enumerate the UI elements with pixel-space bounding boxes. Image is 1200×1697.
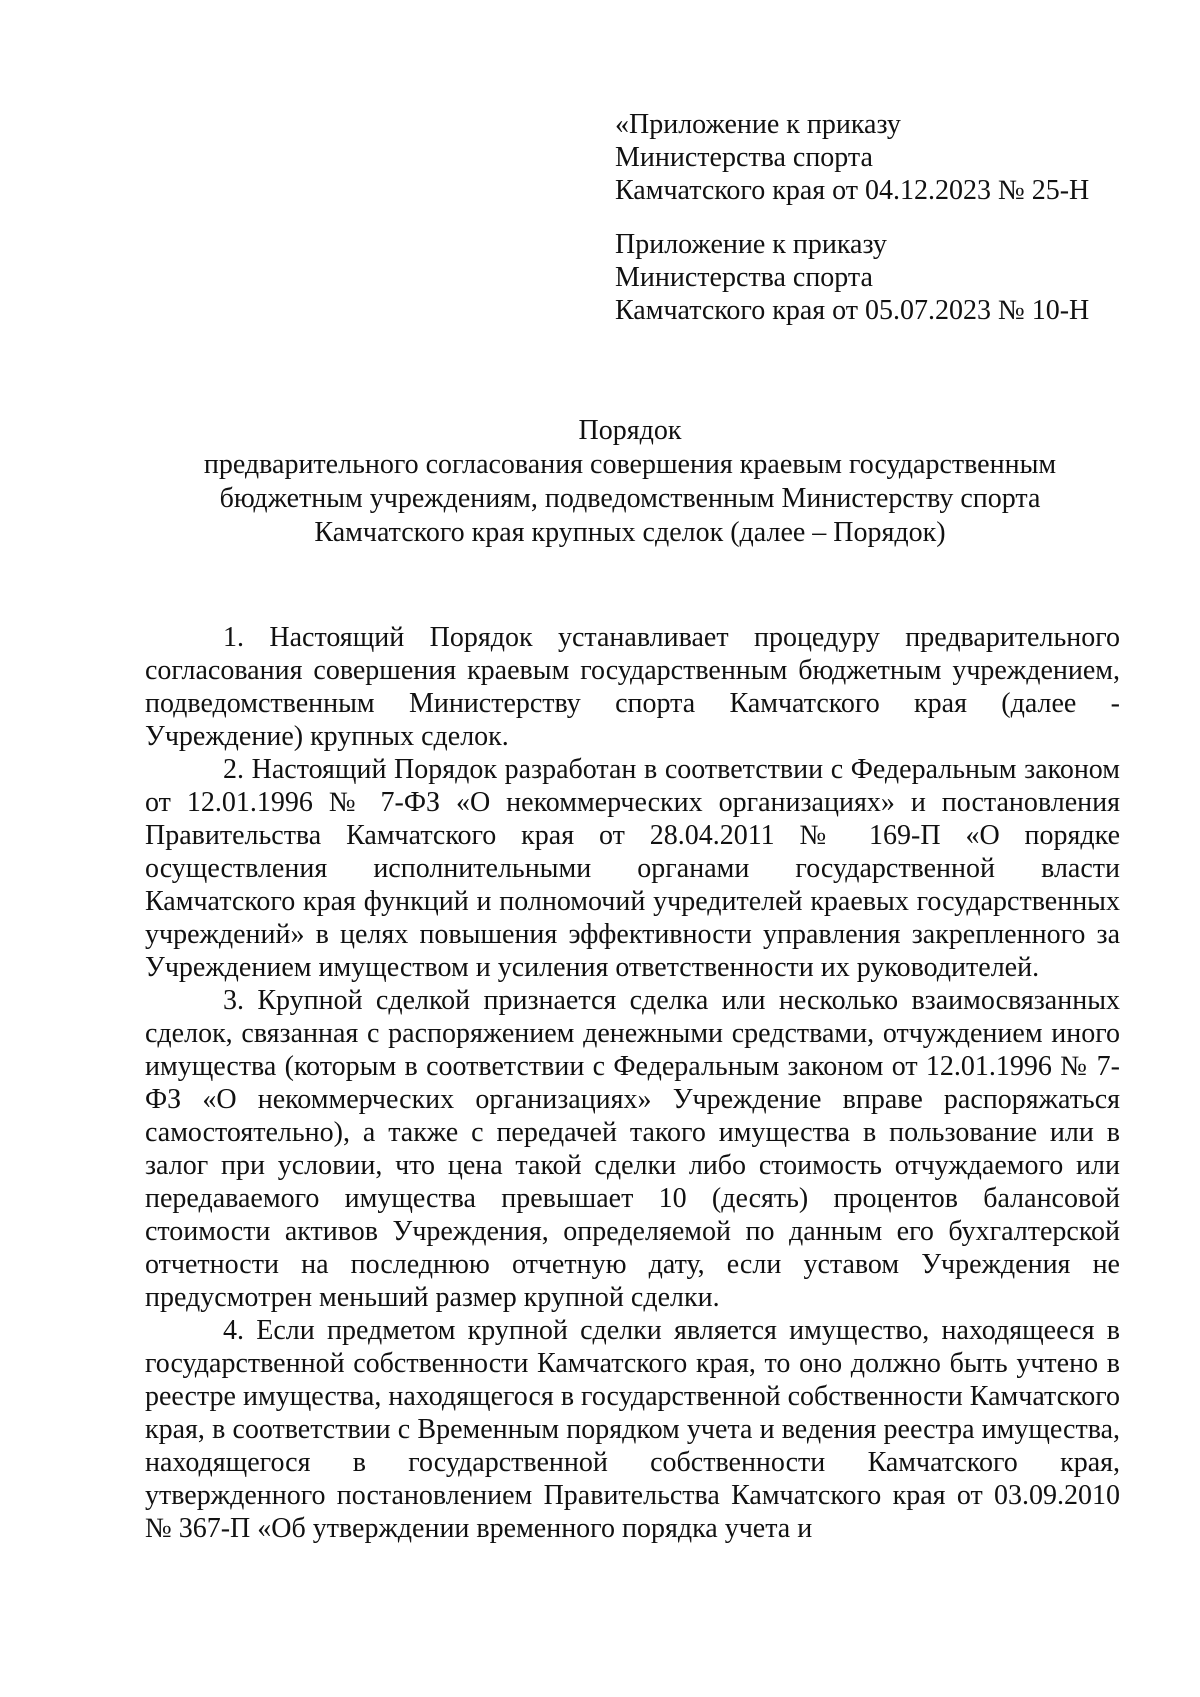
title-subtitle-line: Камчатского края крупных сделок (далее – Порядок): [314, 517, 946, 548]
appendix-line: Камчатского края от 05.07.2023 № 10-Н: [615, 295, 1090, 326]
document-body: [145, 621, 1120, 1545]
paragraph-1: 1. Настоящий Порядок устанавливает процедуру предварительного согласования совершения краевым государственным бюджетным учреждением, подведомственным Министерству спорта Камчатского края (далее - Учреждение) крупных сделок.: [145, 622, 1120, 752]
appendix-line: «Приложение к приказу: [615, 109, 901, 140]
title-heading: Порядок: [578, 415, 682, 446]
current-appendix-note: [615, 108, 1135, 207]
appendix-line: Министерства спорта: [615, 262, 873, 293]
appendix-header: [615, 108, 1135, 327]
paragraph-2: 2. Настоящий Порядок разработан в соответствии с Федеральным законом от 12.01.1996 № 7-ФЗ «О некоммерческих организациях» и постановления Правительства Камчатского края от 28.04.2011 № 169-П «О порядке осуществления исполнительными органами государственной власти Камчатского края функций и полномочий учредителей краевых государственных учреждений» в целях повышения эффективности управления закрепленного за Учреждением имуществом и усиления ответственности их руководителей.: [145, 754, 1120, 983]
appendix-line: Приложение к приказу: [615, 229, 887, 260]
title-subtitle-line: предварительного согласования совершения краевым государственным: [203, 449, 1057, 480]
previous-appendix-note: [615, 228, 1135, 327]
document-title: [140, 414, 1120, 550]
paragraph-3: 3. Крупной сделкой признается сделка или несколько взаимосвязанных сделок, связанная с распоряжением денежными средствами, отчуждением иного имущества (которым в соответствии с Федеральным законом от 12.01.1996 № 7-ФЗ «О некоммерческих организациях» Учреждение вправе распоряжаться самостоятельно), а также с передачей такого имущества в пользование или в залог при условии, что цена такой сделки либо стоимость отчуждаемого или передаваемого имущества превышает 10 (десять) процентов балансовой стоимости активов Учреждения, определяемой по данным его бухгалтерской отчетности на последнюю отчетную дату, если уставом Учреждения не предусмотрен меньший размер крупной сделки.: [145, 985, 1120, 1313]
appendix-line: Министерства спорта: [615, 142, 873, 173]
appendix-line: Камчатского края от 04.12.2023 № 25-Н: [615, 175, 1090, 206]
title-subtitle-line: бюджетным учреждениям, подведомственным Министерству спорта: [219, 483, 1041, 514]
paragraph-4: 4. Если предметом крупной сделки является имущество, находящееся в государственной собственности Камчатского края, то оно должно быть учтено в реестре имущества, находящегося в государственной собственности Камчатского края, в соответствии с Временным порядком учета и ведения реестра имущества, находящегося в государственной собственности Камчатского края, утвержденного постановлением Правительства Камчатского края от 03.09.2010 № 367-П «Об утверждении временного порядка учета и: [145, 1315, 1120, 1544]
